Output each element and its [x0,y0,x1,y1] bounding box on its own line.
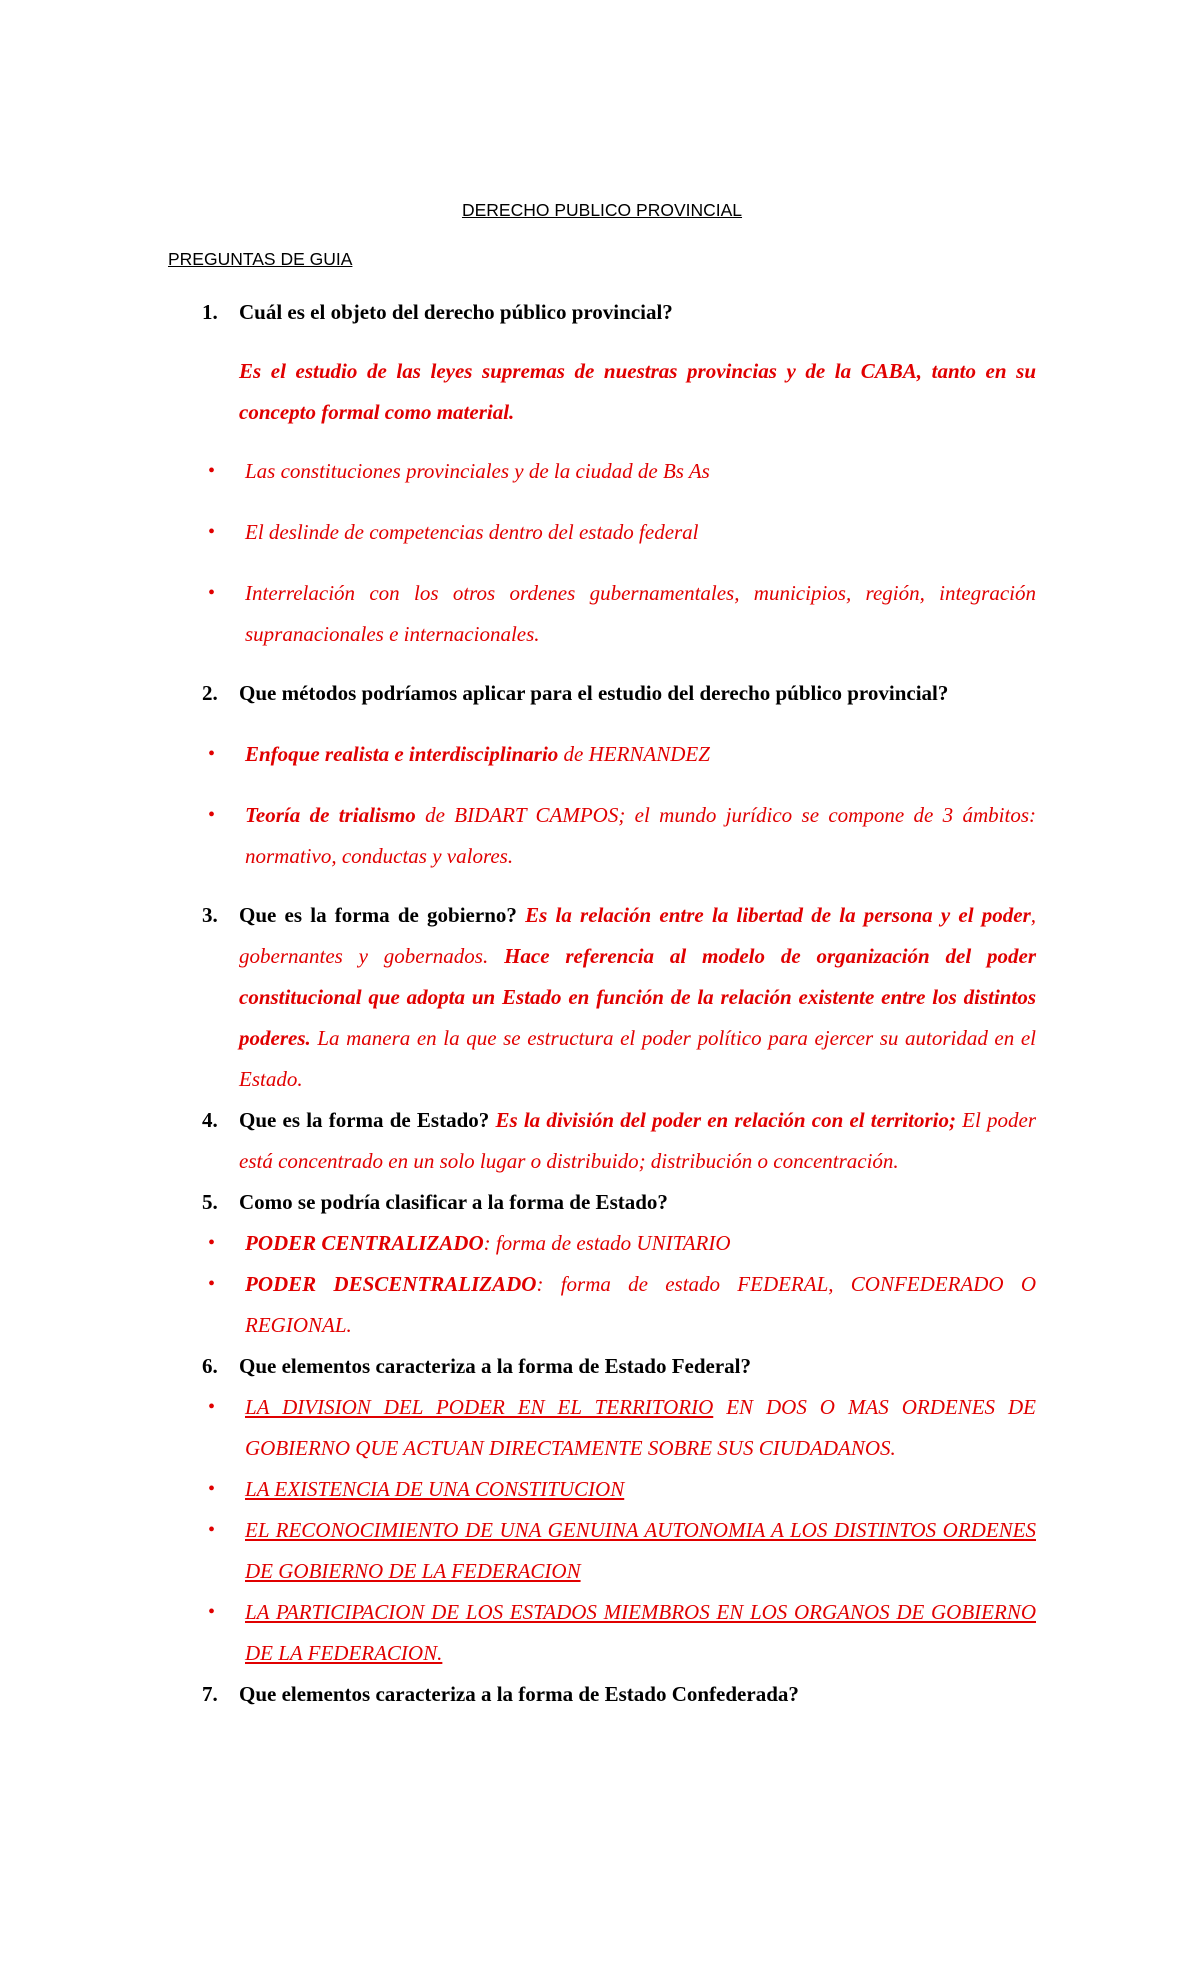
bullet-icon: • [208,582,216,604]
list-item-text: Las constituciones provinciales y de la ciudad de Bs As [245,459,710,483]
list-item-text: de BIDART CAMPOS; el mundo jurídico se compone de 3 ámbitos: normativo, conductas y valores. [245,803,1036,868]
bullet-icon: • [208,1519,216,1541]
bullet-icon: • [208,1478,216,1500]
list-item [168,1387,1036,1469]
bullet-icon: • [208,743,216,765]
list-item-text: de HERNANDEZ [558,742,710,766]
question-1 [168,292,1036,333]
document-title: DERECHO PUBLICO PROVINCIAL [461,200,743,220]
question-5 [168,1182,1036,1223]
list-item [168,1510,1036,1592]
document-content [168,200,1036,1715]
bullet-icon: • [208,1273,216,1295]
bullet-icon: • [208,1601,216,1623]
question-number: 3. [202,903,218,927]
document-subtitle: PREGUNTAS DE GUIA [168,249,353,269]
answer-text: Es la división del poder en relación con el territorio; [495,1108,956,1132]
list-item-text: El deslinde de competencias dentro del estado federal [245,520,699,544]
list-item-bold-text: Enfoque realista e interdisciplinario [245,742,559,766]
question-number: 1. [202,300,218,324]
question-text: Que es la forma de gobierno? [239,903,526,927]
list-item-text: LA PARTICIPACION DE LOS ESTADOS MIEMBROS EN LOS ORGANOS DE GOBIERNO DE LA FEDERACION. [245,1600,1036,1665]
question-2 [168,673,1036,714]
bullet-icon: • [208,1232,216,1254]
list-item [168,1223,1036,1264]
list-item-text: Interrelación con los otros ordenes gubernamentales, municipios, región, integración supranacionales e internacionales. [245,581,1036,646]
list-item-text: : forma de estado UNITARIO [483,1231,731,1255]
list-item [168,734,1036,775]
list-item [168,1264,1036,1346]
question-number: 2. [202,681,218,705]
question-number: 5. [202,1190,218,1214]
list-item [168,512,1036,553]
answer-1: Es el estudio de las leyes supremas de nuestras provincias y de la CABA, tanto en su concepto formal como material. [239,359,1036,424]
question-text: Que elementos caracteriza a la forma de Estado Federal? [239,1354,752,1378]
question-text: Que métodos podríamos aplicar para el estudio del derecho público provincial? [239,681,949,705]
list-item-text: EN DOS O MAS ORDENES DE GOBIERNO QUE ACTUAN DIRECTAMENTE SOBRE SUS CIUDADANOS. [245,1395,1037,1460]
question-6 [168,1346,1036,1387]
answer-text: Es la relación entre la libertad de la persona y el poder [525,903,1031,927]
list-item-bold-text: PODER DESCENTRALIZADO [245,1272,537,1296]
question-7 [168,1674,1036,1715]
list-item [168,1469,1036,1510]
list-item [168,573,1036,655]
list-item-text: EL RECONOCIMIENTO DE UNA GENUINA AUTONOMIA A LOS DISTINTOS ORDENES DE GOBIERNO DE LA FEDERACION [245,1518,1036,1583]
bullet-icon: • [208,804,216,826]
list-item-text: LA EXISTENCIA DE UNA CONSTITUCION [245,1477,625,1501]
question-text: Como se podría clasificar a la forma de Estado? [239,1190,668,1214]
list-item-bold-text: PODER CENTRALIZADO [245,1231,484,1255]
question-text: Que es la forma de Estado? [239,1108,496,1132]
answer-text: La manera en la que se estructura el poder político para ejercer su autoridad en el Estado. [239,1026,1036,1091]
question-3 [168,895,1036,1100]
list-item-underlined-text: LA DIVISION DEL PODER EN EL TERRITORIO [245,1395,714,1419]
list-item [168,1592,1036,1674]
answer-text: Hace referencia al modelo de organización del poder constitucional que adopta un Estado en función de la relación existente entre los distintos poderes. [239,944,1036,1050]
answer-text: , gobernantes y gobernados. [239,903,1036,968]
question-text: Que elementos caracteriza a la forma de Estado Confederada? [239,1682,799,1706]
list-item [168,451,1036,492]
question-number: 4. [202,1108,218,1132]
bullet-icon: • [208,521,216,543]
question-number: 7. [202,1682,218,1706]
bullet-icon: • [208,460,216,482]
list-item-bold-text: Teoría de trialismo [245,803,416,827]
answer-text: El poder está concentrado en un solo lugar o distribuido; distribución o concentración. [239,1108,1036,1173]
question-4 [168,1100,1036,1182]
bullet-icon: • [208,1396,216,1418]
question-number: 6. [202,1354,218,1378]
question-text: Cuál es el objeto del derecho público provincial? [239,300,673,324]
list-item-text: : forma de estado FEDERAL, CONFEDERADO O REGIONAL. [245,1272,1036,1337]
list-item [168,795,1036,877]
